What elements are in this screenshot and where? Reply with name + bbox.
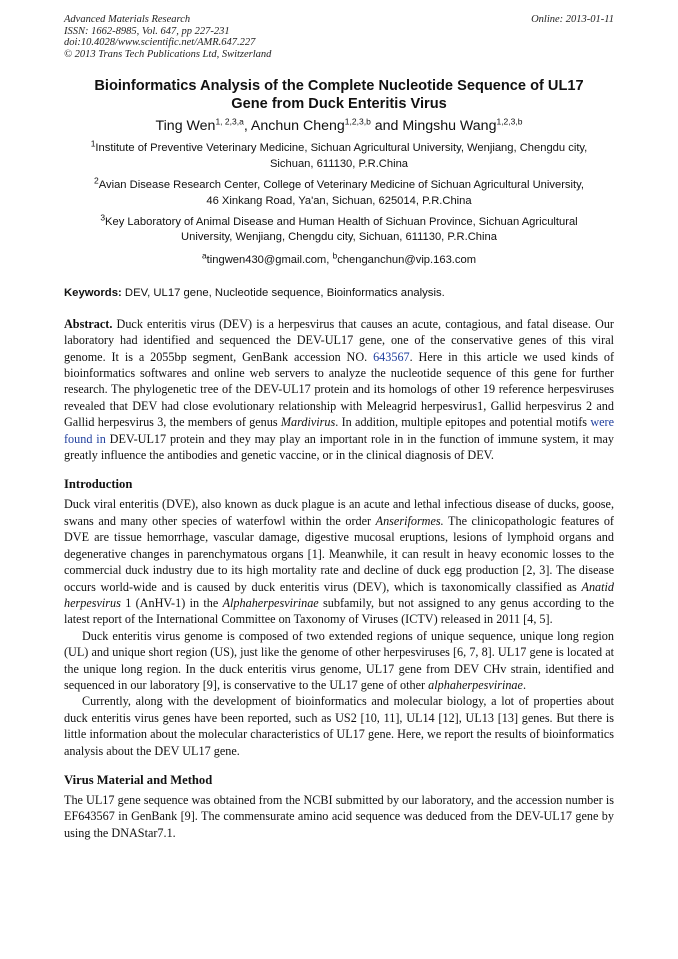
body-paragraph: Currently, along with the development of bioinformatics and molecular biology, a lot of properties about duck enteritis virus genes have been reported, such as US2 [10, 11], UL14 [12], UL13 [13] genes. But there is little information about the molecular characteristics of UL17 gene. Here, we report the results of bioinformatics analysis about the DEV UL17 gene. (64, 694, 614, 758)
body-paragraph (64, 628, 614, 694)
affiliation-line (64, 175, 614, 193)
affiliation (64, 175, 614, 209)
journal-doi: doi:10.4028/www.scientific.net/AMR.647.227 (64, 37, 256, 49)
paper-page (64, 14, 614, 841)
journal-name: Advanced Materials Research (64, 14, 191, 25)
abstract (64, 316, 614, 464)
abstract-text: DEV-UL17 protein and they may play an important role in in the function of immune system, it may greatly influence the antibodies and genetic vaccine, or in the clinical diagnosis of DEV. (64, 431, 614, 463)
title-line-2: Gene from Duck Enteritis Virus (231, 95, 447, 112)
affiliation-text: Sichuan, 611130, P.R.China (269, 157, 409, 170)
abstract-text: . Here in this article we used kinds of bioinformatics softwares and online web servers to analyze the nucleotide sequence of this gene for further research. The phylogenetic tree of the DEV-UL17 protein and its homologs of other 19 reference herpesviruses revealed that DEV had close evolutionary relationship with Meleagrid herpesvirus1, Gallid herpesvirus 2 and Gallid herpesvirus 3, the members of genus (64, 349, 614, 430)
journal-issn: ISSN: 1662-8985, Vol. 647, pp 227-231 (64, 25, 230, 37)
title-line-1: Bioinformatics Analysis of the Complete Nucleotide Sequence of UL17 (94, 78, 584, 95)
affiliation-text: Institute of Preventive Veterinary Medicine, Sichuan Agricultural University, Wenjiang, Chengdu city, (95, 142, 588, 155)
affiliation-number: 3 (100, 212, 106, 223)
online-date: Online: 2013-01-11 (531, 14, 614, 25)
paragraph-text: 1 (AnHV-1) in the (120, 595, 223, 610)
affiliation-text: University, Wenjiang, Chengdu city, Sichuan, 611130, P.R.China (181, 231, 497, 244)
journal-copyright: © 2013 Trans Tech Publications Ltd, Switzerland (64, 48, 272, 60)
section-heading-methods: Virus Material and Method (64, 772, 213, 787)
author-affiliation-marker: 1,2,3,b (496, 116, 523, 127)
author-name: Ting Wen (155, 118, 216, 135)
paper-title (64, 78, 614, 113)
author-separator: and (370, 118, 403, 135)
affiliation (64, 212, 614, 246)
affiliation-line (64, 138, 614, 156)
keywords-text: DEV, UL17 gene, Nucleotide sequence, Bioinformatics analysis. (121, 286, 445, 299)
paragraph-text: subfamily, but not assigned to any genus according to the latest report of the International Committee on Taxonomy of Viruses (ICTV) released in 2011 [4, 5]. (64, 595, 614, 627)
italic-term: alphaherpesvirinae (428, 677, 523, 692)
body-paragraph: The UL17 gene sequence was obtained from the NCBI submitted by our laboratory, and the accession number is EF643567 in GenBank [9]. The commensurate amino acid sequence was deduced from the DEV-UL17 gene by using the DNAStar7.1. (64, 792, 614, 840)
author-affiliation-marker: 1, 2,3,a (215, 116, 244, 127)
author-separator: , (243, 118, 251, 135)
email-marker: b (332, 250, 338, 261)
affiliation (64, 138, 614, 172)
paragraph-text: The clinicopathologic features of DVE are tissue hemorrhage, vascular damage, digestive mucosal eruptions, lesions of lymphoid organs and degenerative changes in parenchymatous organs [1]. Meanwhile, it can result in heavy economic losses to the commercial duck industry due to its high mortality rate and decline of duck egg production [2, 3]. The disease occurs world-wide and is caused by duck enteritis virus (DEV), which is taxonomically classified as (64, 513, 614, 594)
paragraph-text: Duck viral enteritis (DVE), also known as duck plague is an acute and lethal infectious disease of ducks, goose, swans and many other species of waterfowl within the order (64, 497, 614, 528)
keywords-label: Keywords: (64, 286, 122, 299)
author-list (64, 118, 614, 135)
affiliation-number: 2 (94, 175, 99, 186)
abstract-label: Abstract. (64, 316, 113, 331)
italic-term: Anseriformes. (375, 513, 444, 528)
accession-link[interactable]: 643567 (373, 349, 410, 364)
section-heading-introduction: Introduction (64, 477, 133, 492)
email-link[interactable]: chenganchun@vip.163.com (337, 253, 477, 266)
affiliation-number: 1 (90, 138, 96, 149)
affiliation-text: 46 Xinkang Road, Ya'an, Sichuan, 625014, P.R.China (206, 194, 472, 207)
author-affiliation-marker: 1,2,3,b (344, 116, 371, 127)
author-name: Anchun Cheng (250, 118, 345, 135)
paragraph-text: Duck enteritis virus genome is composed of two extended regions of unique sequence, unique long region (UL) and unique short region (US), just like the genome of other herpesviruses [6, 7, 8]. UL17 gene is located at the unique long region. In the duck enteritis virus genome, UL17 gene from DEV CHv strain, identified and sequenced in our laboratory [9], is conservative to the UL17 gene of other (64, 628, 614, 692)
email-marker: a (201, 250, 207, 261)
abstract-text: Duck enteritis virus (DEV) is a herpesvirus that causes an acute, contagious, and fatal disease. Our laboratory had identified and sequenced the DEV-UL17 gene, one of the conservative genes of this viral genome. It is a 2055bp segment, GenBank accession NO. (64, 316, 614, 364)
italic-term: Anatid herpesvirus (64, 579, 614, 610)
email-link[interactable]: tingwen430@gmail.com, (206, 253, 333, 266)
author-name: Mingshu Wang (402, 118, 497, 135)
italic-term: Alphaherpesvirinae (222, 595, 319, 610)
highlighted-text: were found in (64, 415, 614, 446)
keywords (64, 286, 614, 301)
journal-header (64, 14, 614, 60)
body-paragraph (64, 496, 614, 627)
genus-name: Mardivirus (280, 415, 336, 430)
paragraph-text: . (522, 677, 526, 692)
abstract-text: . In addition, multiple epitopes and potential motifs (335, 415, 591, 430)
affiliation-line (64, 212, 614, 230)
affiliation-text: Avian Disease Research Center, College of Veterinary Medicine of Sichuan Agricultural University, (98, 179, 584, 192)
affiliation-text: Key Laboratory of Animal Disease and Human Health of Sichuan Province, Sichuan Agricultural (105, 216, 578, 228)
author-emails (64, 250, 614, 268)
